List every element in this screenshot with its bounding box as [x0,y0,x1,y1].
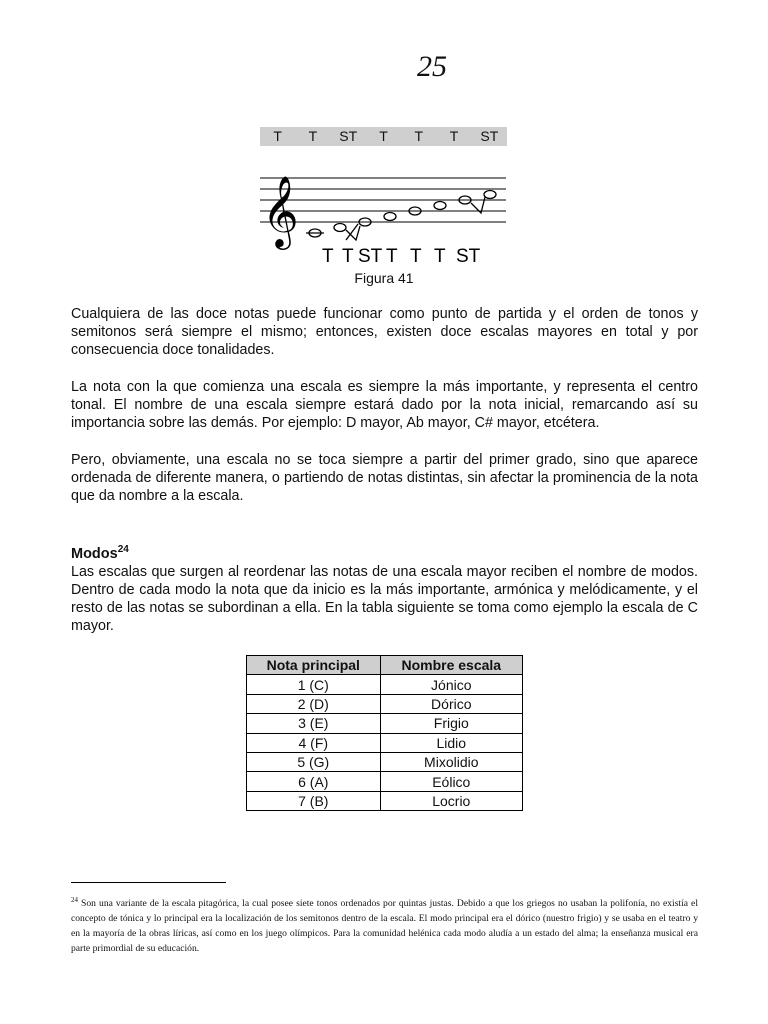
table-row [247,791,523,810]
section-heading [71,544,129,562]
interval-label: ST [456,246,481,267]
footnote [71,893,698,956]
interval-label: T [342,246,354,267]
footnote-reference[interactable]: 24 [117,544,129,555]
interval-label: T [449,128,459,144]
table-row [247,694,523,713]
table-row [247,772,523,791]
interval-bar [260,127,507,146]
section-title: Modos [71,545,118,562]
table-cell: 4 (F) [247,733,381,752]
note-head [484,191,496,199]
note-head [434,202,446,210]
treble-clef-icon: 𝄞 [262,174,299,247]
footnote-text: Son una variante de la escala pitagórica, la cual posee siete tonos ordenados por quintas justas. Debido a que los griegos no usaban la polifonía, no existía el concepto de tónica y lo principal era la localización de los semitonos dentro de la escala. El modo principal era el dórico (nuestro frigio) y se usaba en el teatro y en la mayoría de la obras líricas, así como en los juego olímpicos. Para la comunidad helénica cada modo aludía a un estado del alma; la enseñanza musical era parte primordial de su educación. [71,898,698,955]
paragraph: Las escalas que surgen al reordenar las notas de una escala mayor reciben el nombre de modos. Dentro de cada modo la nota que da inicio es la más importante, armónica y melódicamente, y el resto de las notas se subordinan a ella. En la tabla siguiente se toma como ejemplo la escala de C mayor. [71,564,698,634]
table-cell: Mixolidio [380,752,522,771]
figure-caption: Figura 41 [354,270,414,286]
interval-label: T [434,246,446,267]
footnote-marker: 24 [71,896,78,904]
table-cell: Lidio [380,733,522,752]
table-cell: 5 (G) [247,752,381,771]
interval-label: ST [358,246,383,267]
table-cell: Jónico [380,675,522,694]
table-cell: Eólico [380,772,522,791]
note-head [384,213,396,221]
interval-label: T [273,128,282,144]
interval-label: T [410,246,422,267]
paragraph: Cualquiera de las doce notas puede funcionar como punto de partida y el orden de tonos y semitonos será siempre el mismo; entonces, existen doce escalas mayores en total y por consecuencia doce tonalidades. [71,306,698,358]
column-header: Nota principal [247,656,381,675]
table-row [247,752,523,771]
footnote-divider [71,882,226,883]
table-row [247,733,523,752]
paragraph: La nota con la que comienza una escala es siempre la más importante, y representa el centro tonal. El nombre de una escala siempre estará dado por la nota inicial, remarcando así su importancia sobre las demás. Por ejemplo: D mayor, Ab mayor, C# mayor, etcétera. [71,379,698,431]
modes-table [246,655,523,811]
table-row [247,714,523,733]
table-cell: 3 (E) [247,714,381,733]
table-cell: 7 (B) [247,791,381,810]
interval-label: T [414,128,424,144]
page-number: 25 [417,50,447,83]
note-head [334,224,346,232]
table-cell: Locrio [380,791,522,810]
table-cell: 1 (C) [247,675,381,694]
staff-figure [258,160,508,270]
interval-label: T [386,246,398,267]
interval-label: T [308,128,318,144]
table-header-row [247,656,523,675]
table-cell: Dórico [380,694,522,713]
table-cell: Frigio [380,714,522,733]
table-cell: 6 (A) [247,772,381,791]
interval-label: T [322,246,334,267]
table-cell: 2 (D) [247,694,381,713]
interval-label: ST [339,128,358,144]
interval-label: ST [480,128,499,144]
interval-label: T [379,128,388,144]
paragraph: Pero, obviamente, una escala no se toca siempre a partir del primer grado, sino que aparece ordenada de diferente manera, o partiendo de notas distintas, sin afectar la prominencia de la nota que da nombre a la escala. [71,452,698,504]
column-header: Nombre escala [380,656,522,675]
table-row [247,675,523,694]
